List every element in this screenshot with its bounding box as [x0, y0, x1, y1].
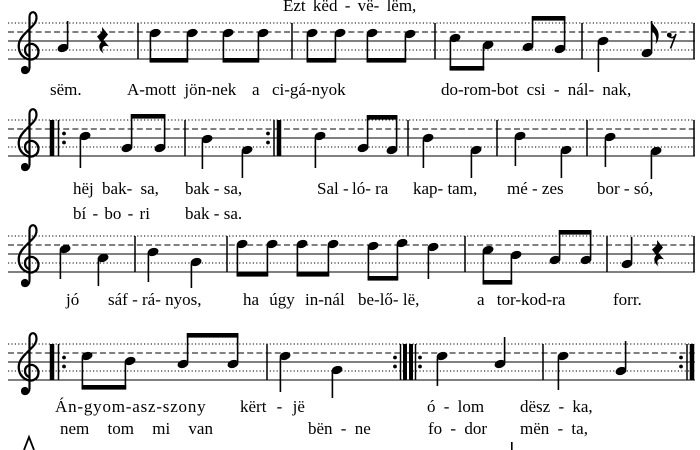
barline	[542, 344, 544, 380]
beam	[297, 272, 330, 277]
beam	[368, 276, 399, 281]
beam	[237, 272, 269, 277]
lyric-text: ci-gá-nyok	[272, 80, 346, 99]
lyric-text: kërt - jë	[240, 397, 305, 416]
lyric-text: mën - ta,	[520, 419, 588, 438]
lyric-text: sáf - rá- nyos,	[108, 290, 202, 309]
lyric-text: bor - só,	[597, 179, 654, 198]
beam	[532, 16, 566, 21]
lyric-text: bak - sa,	[185, 179, 243, 198]
stem-tick-fragment	[511, 442, 513, 450]
beam	[367, 58, 407, 63]
barline	[690, 344, 695, 380]
barline	[409, 344, 413, 380]
repeat-dot	[62, 141, 66, 145]
barline	[586, 120, 588, 156]
beam	[450, 66, 485, 71]
barline	[58, 344, 60, 380]
repeat-dot	[62, 365, 66, 369]
barline	[686, 344, 688, 380]
lyric-text: ha úgy in-nál	[243, 290, 345, 309]
lyric-text: a	[252, 80, 260, 99]
barline	[415, 344, 417, 380]
repeat-dot	[393, 365, 397, 369]
barline	[291, 23, 293, 59]
beam	[187, 333, 239, 338]
repeat-dot	[62, 132, 66, 136]
barline	[58, 120, 60, 156]
barline	[434, 23, 436, 59]
repeat-dot	[393, 356, 397, 360]
barline	[606, 236, 608, 272]
barline	[266, 344, 268, 380]
beam	[82, 385, 127, 390]
lyric-text: mé - zes	[507, 179, 564, 198]
lyric-text: ó - lom	[427, 397, 485, 416]
lyric-text: forr.	[613, 290, 642, 309]
barline	[581, 23, 583, 59]
beam	[559, 230, 592, 235]
lyric-text: kap- tam,	[413, 179, 478, 198]
barline	[464, 236, 466, 272]
lyric-text: bak - sa.	[185, 204, 243, 223]
treble-clef-icon	[19, 109, 39, 170]
beam	[223, 58, 260, 63]
barline	[134, 236, 136, 272]
beam	[131, 114, 166, 119]
treble-clef-icon	[19, 12, 39, 73]
barline	[273, 120, 275, 156]
repeat-dot	[679, 356, 683, 360]
barline	[693, 236, 695, 272]
repeat-dot	[418, 365, 422, 369]
lyric-text: A-mott jön-nek	[127, 80, 237, 99]
lyric-text: nem tom mi van	[60, 419, 213, 438]
lyric-text: jó	[66, 290, 80, 309]
repeat-dot	[62, 356, 66, 360]
repeat-dot	[679, 365, 683, 369]
lyric-text: Sal -	[317, 179, 349, 198]
barline	[496, 120, 498, 156]
lyric-text: bën - ne	[308, 419, 371, 438]
barline	[184, 120, 186, 156]
barline	[226, 236, 228, 272]
lyric-text: a tor-kod-ra	[477, 290, 566, 309]
lyric-text: dësz - ka,	[520, 397, 593, 416]
repeat-dot	[418, 356, 422, 360]
barline	[693, 23, 695, 59]
lyric-text: be-lő- lë,	[358, 290, 420, 309]
barline	[137, 23, 139, 59]
lyric-line-top-fragment: Ezt këd - vë- lëm,	[283, 0, 417, 15]
barline	[407, 120, 409, 156]
beam	[367, 115, 398, 120]
lyric-text: Án-gyom-asz-szony	[55, 397, 207, 416]
barline	[50, 344, 55, 380]
treble-clef-icon	[19, 333, 39, 394]
repeat-dot	[266, 141, 270, 145]
beam	[483, 280, 513, 285]
partial-letter-fragment	[24, 437, 34, 450]
treble-clef-icon	[19, 225, 39, 286]
barline	[277, 120, 282, 156]
repeat-dot	[266, 132, 270, 136]
beam	[150, 58, 189, 63]
lyric-text: hëj bak- sa,	[73, 179, 159, 198]
barline	[403, 344, 407, 380]
lyric-text: sëm.	[50, 80, 82, 99]
lyric-text: do-rom-bot csi - nál- nak,	[441, 80, 632, 99]
barline	[50, 120, 55, 156]
barline	[693, 120, 695, 156]
barline	[400, 344, 402, 380]
beam	[307, 58, 337, 63]
lyric-text: ló- ra	[352, 179, 389, 198]
lyric-text: fo - dor	[428, 419, 487, 438]
lyric-text: bí - bo - ri	[73, 204, 150, 223]
